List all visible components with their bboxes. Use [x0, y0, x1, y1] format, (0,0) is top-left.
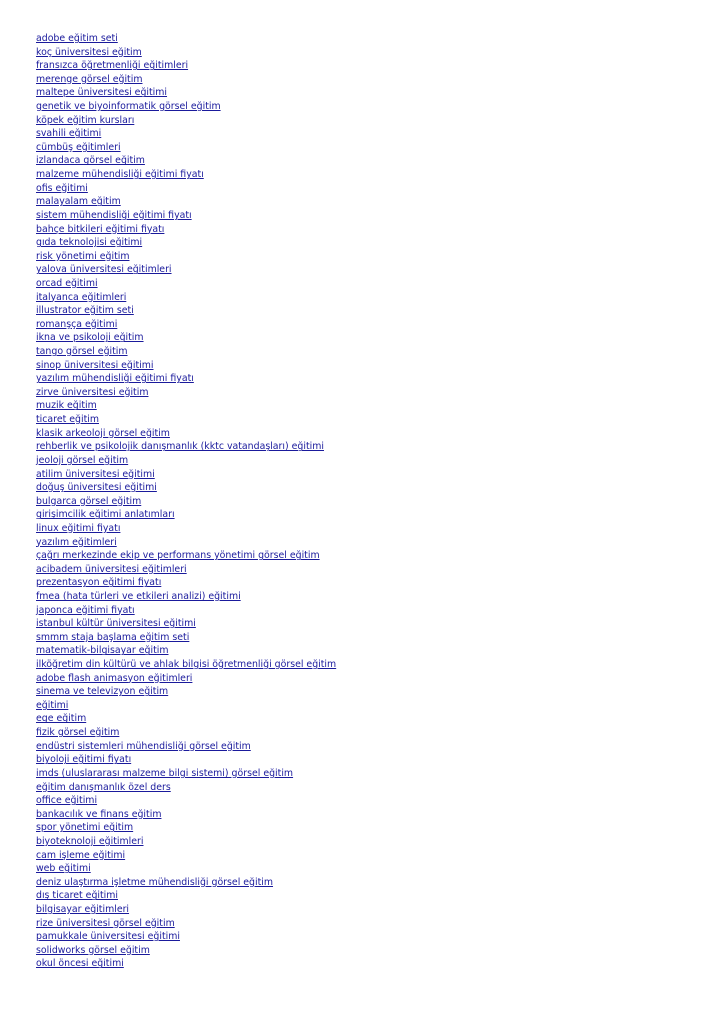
link-item[interactable]: bankacılık ve finans eğitim	[36, 808, 162, 820]
list-item	[36, 195, 716, 209]
list-item	[36, 291, 716, 305]
link-item[interactable]: imds (uluslararası malzeme bilgi sistemi) görsel eğitim	[36, 767, 294, 779]
list-item	[36, 808, 716, 822]
list-item	[36, 481, 716, 495]
list-item	[36, 712, 716, 726]
list-item	[36, 631, 716, 645]
link-item[interactable]: çağrı merkezinde ekip ve performans yönetimi görsel eğitim	[36, 550, 320, 562]
list-item	[36, 168, 716, 182]
list-item	[36, 141, 716, 155]
list-item	[36, 930, 716, 944]
list-item	[36, 944, 716, 958]
list-item	[36, 468, 716, 482]
list-item	[36, 672, 716, 686]
link-item[interactable]: biyoteknoloji eğitimleri	[36, 835, 144, 847]
list-item	[36, 889, 716, 903]
link-item[interactable]: spor yönetimi eğitim	[36, 822, 134, 834]
link-item[interactable]: eğitimi	[36, 699, 69, 711]
link-item[interactable]: bahçe bitkileri eğitimi fiyatı	[36, 223, 165, 235]
link-item[interactable]: yalova üniversitesi eğitimleri	[36, 264, 172, 276]
list-item	[36, 127, 716, 141]
list-item	[36, 876, 716, 890]
link-item[interactable]: yazılım eğitimleri	[36, 536, 117, 548]
list-item	[36, 86, 716, 100]
list-item	[36, 154, 716, 168]
link-item[interactable]: cümbüş eğitimleri	[36, 141, 121, 153]
list-item	[36, 345, 716, 359]
link-item[interactable]: illustrator eğitim seti	[36, 305, 134, 317]
link-item[interactable]: deniz ulaştırma işletme mühendisliği görsel eğitim	[36, 876, 274, 888]
link-item[interactable]: istanbul kültür üniversitesi eğitimi	[36, 618, 196, 630]
link-item[interactable]: eğitim danışmanlık özel ders	[36, 781, 171, 793]
list-item	[36, 835, 716, 849]
list-item	[36, 46, 716, 60]
link-item[interactable]: sinema ve televizyon eğitim	[36, 686, 169, 698]
list-item	[36, 917, 716, 931]
list-item	[36, 427, 716, 441]
link-item[interactable]: smmm staja başlama eğitim seti	[36, 631, 190, 643]
list-item	[36, 331, 716, 345]
link-item[interactable]: izlandaca görsel eğitim	[36, 155, 145, 167]
list-item	[36, 508, 716, 522]
link-item[interactable]: zirve üniversitesi eğitim	[36, 386, 149, 398]
list-item	[36, 590, 716, 604]
list-item	[36, 454, 716, 468]
list-item	[36, 304, 716, 318]
link-item[interactable]: italyanca eğitimleri	[36, 291, 127, 303]
link-item[interactable]: cam işleme eğitimi	[36, 849, 126, 861]
link-item[interactable]: malzeme mühendisliği eğitimi fiyatı	[36, 169, 204, 181]
link-item[interactable]: tango görsel eğitim	[36, 346, 128, 358]
link-item[interactable]: atilim üniversitesi eğitimi	[36, 468, 155, 480]
link-item[interactable]: jeoloji görsel eğitim	[36, 454, 129, 466]
list-item	[36, 495, 716, 509]
list-item	[36, 386, 716, 400]
link-item[interactable]: web eğitimi	[36, 863, 91, 875]
link-item[interactable]: adobe eğitim seti	[36, 33, 118, 44]
list-item	[36, 440, 716, 454]
list-item	[36, 604, 716, 618]
list-item	[36, 536, 716, 550]
link-item[interactable]: pamukkale üniversitesi eğitimi	[36, 931, 180, 943]
list-item	[36, 318, 716, 332]
list-item	[36, 821, 716, 835]
link-item[interactable]: biyoloji eğitimi fiyatı	[36, 754, 132, 766]
link-item[interactable]: genetik ve biyoinformatik görsel eğitim	[36, 101, 221, 113]
link-item[interactable]: yazılım mühendisliği eğitimi fiyatı	[36, 373, 194, 385]
link-item[interactable]: ofis eğitimi	[36, 182, 88, 194]
link-item[interactable]: muzik eğitim	[36, 400, 97, 412]
link-item[interactable]: orcad eğitimi	[36, 277, 98, 289]
link-item[interactable]: dış ticaret eğitimi	[36, 890, 119, 902]
link-item[interactable]: endüstri sistemleri mühendisliği görsel eğitim	[36, 740, 251, 752]
link-item[interactable]: sinop üniversitesi eğitimi	[36, 359, 154, 371]
link-item[interactable]: matematik-bilgisayar eğitim	[36, 645, 169, 657]
link-item[interactable]: fransızca öğretmenliği eğitimleri	[36, 60, 189, 72]
list-item	[36, 182, 716, 196]
list-item	[36, 658, 716, 672]
list-item	[36, 862, 716, 876]
link-item[interactable]: fmea (hata türleri ve etkileri analizi) eğitimi	[36, 590, 241, 602]
link-item[interactable]: rize üniversitesi görsel eğitim	[36, 917, 175, 929]
list-item	[36, 576, 716, 590]
list-item	[36, 644, 716, 658]
link-item[interactable]: bulgarca görsel eğitim	[36, 495, 142, 507]
list-item	[36, 399, 716, 413]
list-item	[36, 223, 716, 237]
list-item	[36, 209, 716, 223]
list-item	[36, 32, 716, 46]
list-item	[36, 359, 716, 373]
list-item	[36, 794, 716, 808]
link-item[interactable]: bilgisayar eğitimleri	[36, 904, 130, 915]
link-item[interactable]: okul öncesi eğitimi	[36, 958, 124, 970]
link-item[interactable]: office eğitimi	[36, 795, 98, 807]
link-item[interactable]: klasik arkeoloji görsel eğitim	[36, 427, 170, 439]
link-item[interactable]: solidworks görsel eğitim	[36, 944, 150, 956]
link-item[interactable]: koç üniversitesi eğitim	[36, 46, 142, 58]
list-item	[36, 685, 716, 699]
link-item[interactable]: japonca eğitimi fiyatı	[36, 604, 135, 616]
list-item	[36, 73, 716, 87]
link-item[interactable]: ticaret eğitim	[36, 414, 99, 426]
link-item[interactable]: sistem mühendisliği eğitimi fiyatı	[36, 209, 192, 221]
list-item	[36, 250, 716, 264]
link-item[interactable]: gıda teknolojisi eğitimi	[36, 237, 143, 249]
list-item	[36, 236, 716, 250]
link-item[interactable]: maltepe üniversitesi eğitimi	[36, 87, 168, 99]
link-item[interactable]: merenge görsel eğitim	[36, 73, 143, 85]
list-item	[36, 753, 716, 767]
list-item	[36, 549, 716, 563]
list-item	[36, 767, 716, 781]
list-item	[36, 59, 716, 73]
list-item	[36, 699, 716, 713]
link-item[interactable]: risk yönetimi eğitim	[36, 250, 130, 262]
list-item	[36, 740, 716, 754]
link-item[interactable]: ikna ve psikoloji eğitim	[36, 332, 144, 344]
list-item	[36, 263, 716, 277]
link-item[interactable]: romanşça eğitimi	[36, 318, 118, 330]
link-item[interactable]: girişimcilik eğitimi anlatımları	[36, 509, 175, 521]
link-item[interactable]: prezentasyon eğitimi fiyatı	[36, 577, 162, 589]
link-item[interactable]: svahili eğitimi	[36, 128, 102, 140]
link-item[interactable]: fizik görsel eğitim	[36, 727, 120, 739]
list-item	[36, 522, 716, 536]
link-item[interactable]: adobe flash animasyon eğitimleri	[36, 672, 193, 684]
link-item[interactable]: ege eğitim	[36, 713, 87, 725]
list-item	[36, 277, 716, 291]
link-item[interactable]: malayalam eğitim	[36, 196, 121, 208]
link-item[interactable]: rehberlik ve psikolojik danışmanlık (kktc vatandaşları) eğitimi	[36, 441, 324, 453]
document-page	[36, 32, 716, 971]
link-item[interactable]: linux eğitimi fiyatı	[36, 522, 121, 534]
list-item	[36, 617, 716, 631]
link-item[interactable]: ilköğretim din kültürü ve ahlak bilgisi öğretmenliği görsel eğitim	[36, 659, 337, 671]
list-item	[36, 726, 716, 740]
link-item[interactable]: doğuş üniversitesi eğitimi	[36, 482, 157, 494]
link-item[interactable]: acibadem üniversitesi eğitimleri	[36, 563, 187, 575]
list-item	[36, 100, 716, 114]
list-item	[36, 413, 716, 427]
list-item	[36, 781, 716, 795]
list-item	[36, 563, 716, 577]
link-list	[36, 32, 716, 971]
list-item	[36, 957, 716, 971]
list-item	[36, 372, 716, 386]
list-item	[36, 849, 716, 863]
list-item	[36, 903, 716, 917]
link-item[interactable]: köpek eğitim kursları	[36, 114, 135, 126]
list-item	[36, 114, 716, 128]
